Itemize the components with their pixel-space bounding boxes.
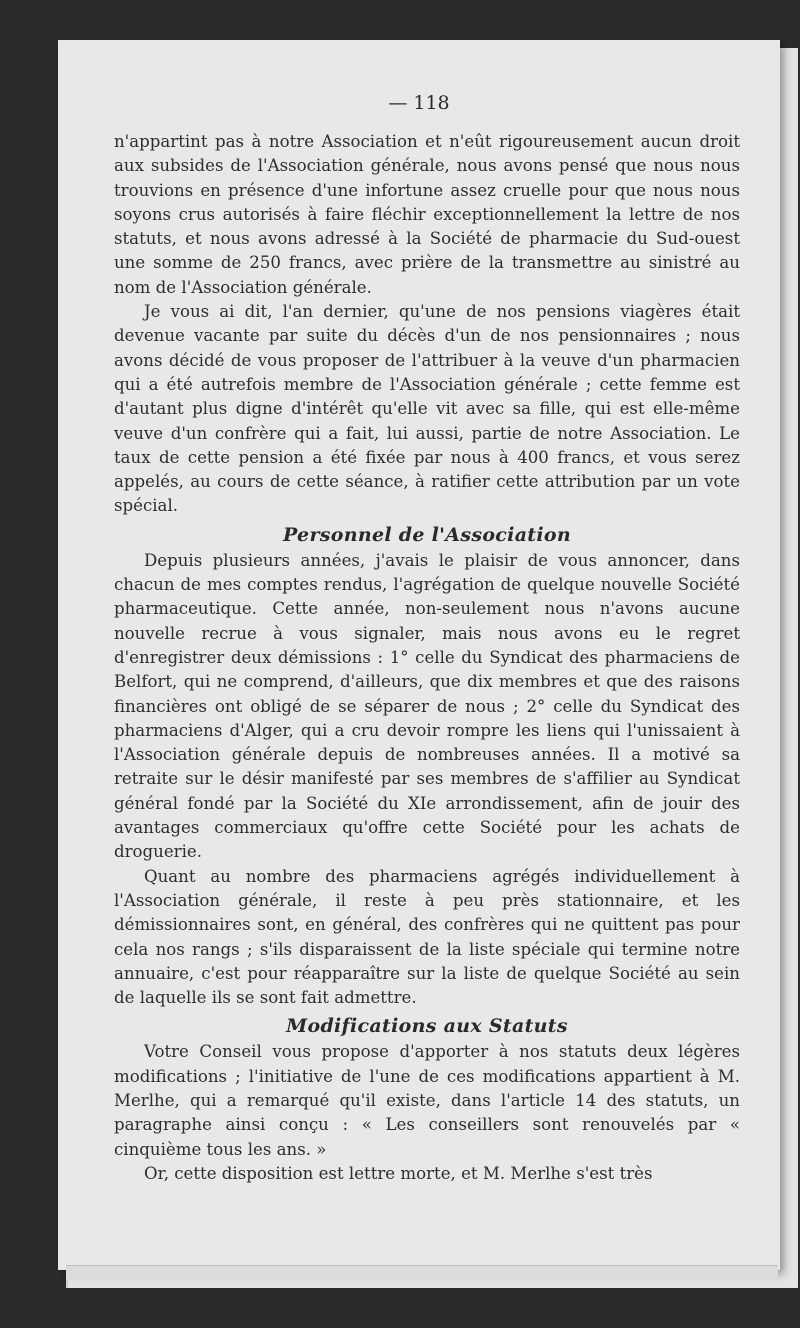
paragraph: Depuis plusieurs années, j'avais le plaisir de vous annoncer, dans chacun de mes comptes rendus, l'agrégation de quelque nouvelle Société pharmaceutique. Cette année, non-seulement nous n'avons aucune nouvelle recrue à vous signaler, mais nous avons eu le regret d'enregistrer deux démissions : 1° celle du Syndicat des pharmaciens de Belfort, qui ne comprend, d'ailleurs, que dix membres et que des raisons financières ont obligé de se séparer de nous ; 2° celle du Syndicat des pharmaciens d'Alger, qui a cru devoir rompre les liens qui l'unissaient à l'Association générale depuis de nombreuses années. Il a motivé sa retraite sur le désir manifesté par ses membres de s'affilier au Syndicat général fondé par la Société du XIe arrondissement, afin de jouir des avantages commerciaux qu'offre cette Société pour les achats de droguerie. [114, 550, 740, 862]
page-bottom-edge [66, 1265, 778, 1280]
paragraph: Quant au nombre des pharmaciens agrégés individuellement à l'Association générale, il reste à peu près stationnaire, et les démissionnaires sont, en général, des confrères qui ne quittent pas pour cela nos rangs ; s'ils disparaissent de la liste spéciale qui termine notre annuaire, c'est pour réapparaître sur la liste de quelque Société au sein de laquelle ils se sont fait admettre. [114, 866, 740, 1008]
paragraph: Or, cette disposition est lettre morte, et M. Merlhe s'est très [144, 1163, 653, 1183]
paragraph: n'appartint pas à notre Association et n'eût rigoureusement aucun droit aux subsides de l'Association générale, nous avons pensé que nous nous trouvions en présence d'une infortune assez cruelle pour que nous nous soyons crus autorisés à faire fléchir exceptionnellement la lettre de nos statuts, et nous avons adressé à la Société de pharmacie du Sud-ouest une somme de 250 francs, avec prière de la transmettre au sinistré au nom de l'Association générale. [114, 132, 740, 297]
paragraph: Votre Conseil vous propose d'apporter à nos statuts deux légères modifications ; l'initiative de l'une de ces modifications appartient à M. Merlhe, qui a remarqué qu'il existe, dans l'article 14 des statuts, un paragraphe ainsi conçu : « Les conseillers sont renouvelés par « cinquième tous les ans. » [114, 1042, 740, 1159]
document-body [114, 130, 740, 1186]
page-header [0, 92, 800, 114]
section-heading-statuts: Modifications aux Statuts [286, 1015, 568, 1038]
section-heading-personnel: Personnel de l'Association [282, 523, 571, 546]
paragraph: Je vous ai dit, l'an dernier, qu'une de nos pensions viagères était devenue vacante par suite du décès d'un de nos pensionnaires ; nous avons décidé de vous proposer de l'attribuer à la veuve d'un pharmacien qui a été autrefois membre de l'Association générale ; cette femme est d'autant plus digne d'intérêt qu'elle vit avec sa fille, qui est elle-même veuve d'un confrère qui a fait, lui aussi, partie de notre Association. Le taux de cette pension a été fixée par nous à 400 francs, et vous serez appelés, au cours de cette séance, à ratifier cette attribution par un vote spécial. [114, 302, 740, 516]
page-number: — 118 [388, 92, 450, 114]
